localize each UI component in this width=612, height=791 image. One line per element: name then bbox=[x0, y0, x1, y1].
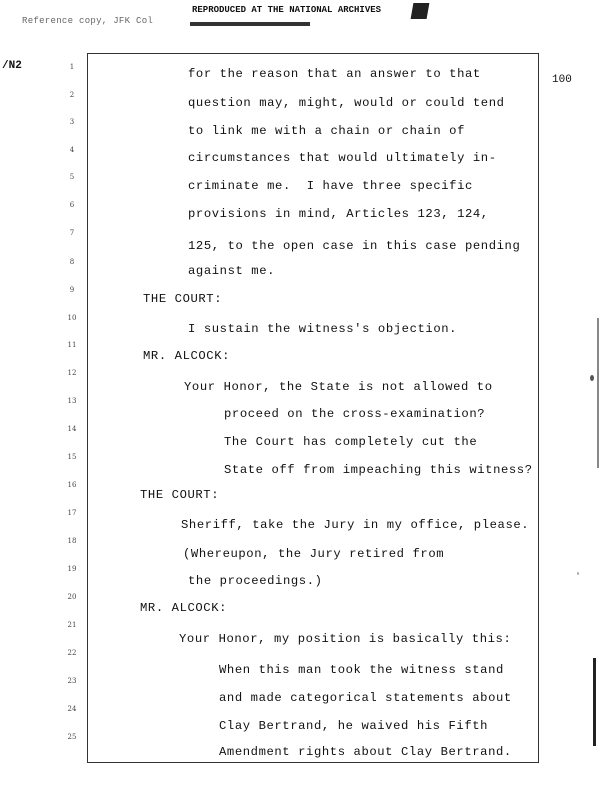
line-number: 7 bbox=[69, 229, 75, 237]
transcript-line: the proceedings.) bbox=[188, 574, 323, 588]
line-number: 4 bbox=[69, 146, 75, 154]
transcript-line: (Whereupon, the Jury retired from bbox=[183, 547, 445, 561]
line-number: 21 bbox=[67, 621, 77, 629]
transcript-line: criminate me. I have three specific bbox=[188, 179, 473, 193]
line-number: 18 bbox=[67, 537, 77, 545]
transcript-line: When this man took the witness stand bbox=[219, 663, 504, 677]
national-archives-stamp: REPRODUCED AT THE NATIONAL ARCHIVES bbox=[192, 5, 382, 15]
transcript-line: The Court has completely cut the bbox=[224, 435, 478, 449]
margin-mark bbox=[577, 572, 579, 575]
line-number: 24 bbox=[67, 705, 77, 713]
transcript-line: Your Honor, the State is not allowed to bbox=[184, 380, 493, 394]
line-number: 10 bbox=[67, 314, 77, 322]
line-number: 22 bbox=[67, 649, 77, 657]
line-number: 16 bbox=[67, 481, 77, 489]
transcript-line: MR. ALCOCK: bbox=[140, 601, 228, 615]
transcript-line: 125, to the open case in this case pending bbox=[188, 239, 521, 253]
archive-stamp-bar bbox=[190, 22, 310, 26]
transcript-line: I sustain the witness's objection. bbox=[188, 322, 458, 336]
transcript-line: circumstances that would ultimately in- bbox=[188, 151, 497, 165]
transcript-line: proceed on the cross-examination? bbox=[224, 407, 486, 421]
transcript-line: and made categorical statements about bbox=[219, 691, 512, 705]
transcript-line: THE COURT: bbox=[140, 488, 220, 502]
line-number: 11 bbox=[67, 341, 77, 349]
transcript-line: provisions in mind, Articles 123, 124, bbox=[188, 207, 489, 221]
line-number: 1 bbox=[69, 63, 75, 71]
transcript-line: Amendment rights about Clay Bertrand. bbox=[219, 745, 512, 759]
line-number: 13 bbox=[67, 397, 77, 405]
archive-stamp-mark bbox=[411, 3, 430, 19]
line-number: 5 bbox=[69, 173, 75, 181]
transcript-line: for the reason that an answer to that bbox=[188, 67, 481, 81]
line-number: 14 bbox=[67, 425, 77, 433]
transcript-line: THE COURT: bbox=[143, 292, 223, 306]
line-number: 8 bbox=[69, 258, 75, 266]
line-number: 9 bbox=[69, 286, 75, 294]
line-number: 2 bbox=[69, 91, 75, 99]
line-number: 25 bbox=[67, 733, 77, 741]
margin-mark bbox=[590, 375, 594, 381]
margin-mark bbox=[597, 318, 599, 468]
transcript-line: Clay Bertrand, he waived his Fifth bbox=[219, 719, 489, 733]
line-number: 23 bbox=[67, 677, 77, 685]
line-number: 17 bbox=[67, 509, 77, 517]
transcript-line: MR. ALCOCK: bbox=[143, 349, 231, 363]
page-number: 100 bbox=[552, 74, 572, 86]
line-number: 20 bbox=[67, 593, 77, 601]
line-number: 19 bbox=[67, 565, 77, 573]
transcript-line: question may, might, would or could tend bbox=[188, 96, 505, 110]
reference-copy-stamp: Reference copy, JFK Col bbox=[22, 16, 154, 26]
transcript-line: Sheriff, take the Jury in my office, please. bbox=[181, 518, 530, 532]
line-number: 3 bbox=[69, 118, 75, 126]
line-number: 6 bbox=[69, 201, 75, 209]
transcript-line: Your Honor, my position is basically this: bbox=[179, 632, 512, 646]
line-number: 15 bbox=[67, 453, 77, 461]
document-code: /N2 bbox=[2, 60, 22, 72]
margin-mark bbox=[593, 658, 596, 746]
transcript-line: State off from impeaching this witness? bbox=[224, 463, 533, 477]
line-number: 12 bbox=[67, 369, 77, 377]
transcript-line: against me. bbox=[188, 264, 276, 278]
transcript-line: to link me with a chain or chain of bbox=[188, 124, 465, 138]
